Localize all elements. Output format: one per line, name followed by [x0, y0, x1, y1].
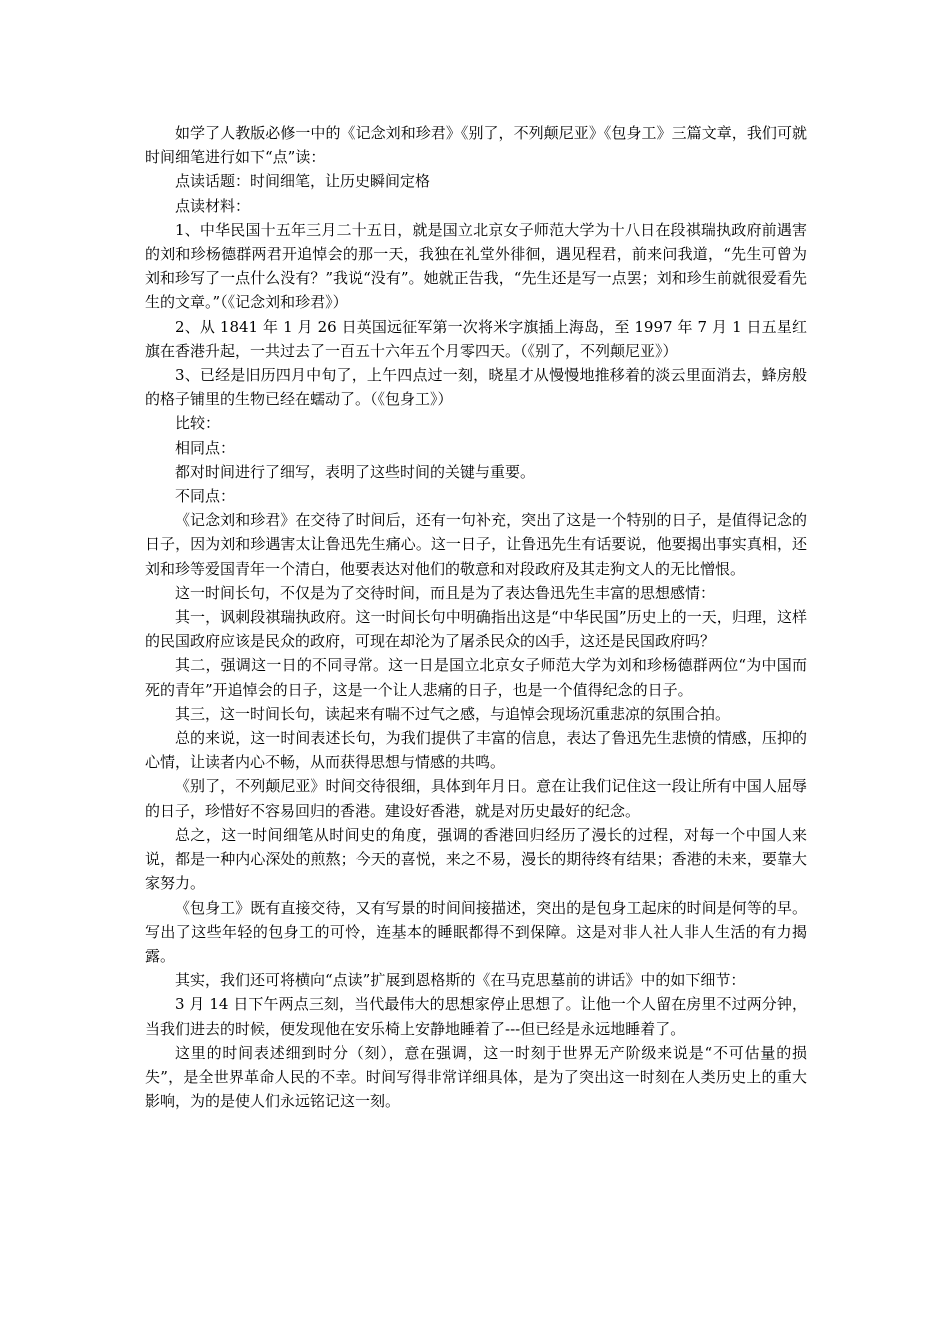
- similarity-text: 都对时间进行了细写，表明了这些时间的关键与重要。: [175, 462, 536, 481]
- material-item-1: 1、中华民国十五年三月二十五日，就是国立北京女子师范大学为十八日在段祺瑞执政府前遇害的刘和珍杨德群两君开追悼会的那一天，我独在礼堂外徘徊，遇见程君，前来问我道，“先生可曾为刘和珍写了一点什么没有？”我说“没有”。她就正告我，“先生还是写一点罢；刘和珍生前就很爱看先生的文章。”（《记念刘和珍君》）: [145, 220, 807, 312]
- material-item-3: 3、已经是旧历四月中旬了，上午四点过一刻，晓星才从慢慢地推移着的淡云里面消去，蜂房般的格子铺里的生物已经在蠕动了。（《包身工》）: [145, 366, 807, 409]
- body-paragraph: 《别了，不列颠尼亚》时间交待很细，具体到年月日。意在让我们记住这一段让所有中国人屈辱的日子，珍惜好不容易回归的香港。建设好香港，就是对历史最好的纪念。: [145, 777, 807, 820]
- body-paragraph: 《包身工》既有直接交待，又有写景的时间间接描述，突出的是包身工起床的时间是何等的早。写出了这些年轻的包身工的可怜，连基本的睡眠都得不到保障。这是对非人社人非人生活的有力揭露。: [145, 898, 807, 965]
- body-paragraph: 总的来说，这一时间表述长句，为我们提供了丰富的信息，表达了鲁迅先生悲愤的情感，压抑的心情，让读者内心不畅，从而获得思想与情感的共鸣。: [145, 729, 807, 772]
- body-paragraph: 其一，讽刺段祺瑞执政府。这一时间长句中明确指出这是“中华民国”历史上的一天，归理，这样的民国政府应该是民众的政府，可现在却沦为了屠杀民众的凶手，这还是民国政府吗？: [145, 608, 807, 651]
- body-paragraph: 总之，这一时间细笔从时间史的角度，强调的香港回归经历了漫长的过程，对每一个中国人来说，都是一种内心深处的煎熬；今天的喜悦，来之不易，漫长的期待终有结果；香港的未来，要靠大家努力。: [145, 825, 807, 893]
- quoted-excerpt: 3 月 14 日下午两点三刻，当代最伟大的思想家停止思想了。让他一个人留在房里不过两分钟，当我们进去的时候，便发现他在安乐椅上安静地睡着了---但已经是永远地睡着了。: [145, 995, 807, 1038]
- comparison-heading: 比较：: [175, 414, 221, 433]
- intro-paragraph: 如学了人教版必修一中的《记念刘和珍君》《别了，不列颠尼亚》《包身工》三篇文章，我们可就时间细笔进行如下“点”读：: [145, 124, 807, 167]
- body-paragraph: 其实，我们还可将横向“点读”扩展到恩格斯的《在马克思墓前的讲话》中的如下细节：: [175, 971, 746, 990]
- closing-paragraph: 这里的时间表述细到时分（刻），意在强调，这一时刻于世界无产阶级来说是“不可估量的损失”，是全世界革命人民的不幸。时间写得非常详细具体，是为了突出这一时刻在人类历史上的重大影响，为的是使人们永远铭记这一刻。: [145, 1043, 807, 1111]
- similarity-heading: 相同点：: [175, 438, 236, 457]
- difference-heading: 不同点：: [175, 487, 236, 506]
- body-paragraph: 《记念刘和珍君》在交待了时间后，还有一句补充，突出了这是一个特别的日子，是值得记念的日子，因为刘和珍遇害太让鲁迅先生痛心。这一日子，让鲁迅先生有话要说，他要揭出事实真相，还刘和珍等爱国青年一个清白，他要表达对他们的敬意和对段政府及其走狗文人的无比憎恨。: [145, 511, 807, 578]
- document-body: [145, 121, 807, 1113]
- topic-line: 点读话题：时间细笔，让历史瞬间定格: [175, 172, 431, 191]
- materials-heading: 点读材料：: [175, 196, 251, 215]
- material-item-2: 2、从 1841 年 1 月 26 日英国远征军第一次将米字旗插上海岛，至 1997 年 7 月 1 日五星红旗在香港升起，一共过去了一百五十六年五个月零四天。（《别了，不列颠尼亚》）: [145, 317, 807, 360]
- body-paragraph: 其二，强调这一日的不同寻常。这一日是国立北京女子师范大学为刘和珍杨德群两位“为中国而死的青年”开追悼会的日子，这是一个让人悲痛的日子，也是一个值得纪念的日子。: [145, 656, 807, 699]
- body-paragraph: 其三，这一时间长句，读起来有喘不过气之感，与追悼会现场沉重悲凉的氛围合拍。: [175, 704, 731, 723]
- body-paragraph: 这一时间长句，不仅是为了交待时间，而且是为了表达鲁迅先生丰富的思想感情：: [175, 583, 716, 602]
